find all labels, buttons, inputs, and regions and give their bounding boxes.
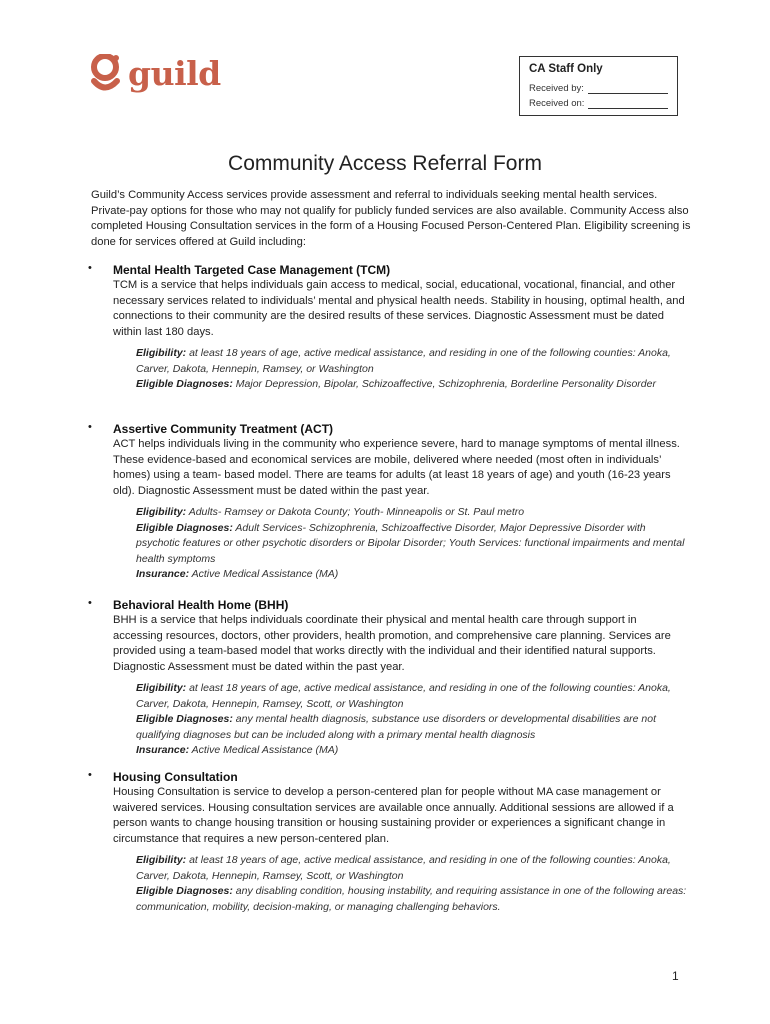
insurance-text: Active Medical Assistance (MA)	[191, 744, 339, 756]
diagnoses-text: any mental health diagnosis, substance use disorders or developmental disabilities are not qualifying diagnoses but can be included along with a primary mental health diagnosis	[136, 713, 657, 741]
eligibility-label: Eligibility:	[136, 682, 187, 694]
diagnoses-text: any disabling condition, housing instability, and requiring assistance in one of the following areas: communication, mobility, decision-making, or managing challenging behaviors.	[136, 885, 687, 913]
guild-logo	[89, 54, 221, 92]
eligibility-text: Adults- Ramsey or Dakota County; Youth- Minneapolis or St. Paul metro	[188, 506, 525, 518]
bullet: •	[88, 262, 92, 274]
eligibility-block	[136, 346, 688, 393]
section-description: TCM is a service that helps individuals gain access to medical, social, educational, vocational, financial, and other necessary services related to individuals’ mental and physical health needs. Stability in housing, optimal health, and connections to their community are the desired results of these services. Diagnostic Assessment must be dated within last 180 days.	[113, 279, 685, 338]
section-tcm	[88, 262, 688, 393]
received-on-field[interactable]	[588, 98, 668, 109]
section-description: Housing Consultation is service to develop a person-centered plan for people without MA case management or waivered services. Housing consultation services are available once annually. Additional sessions are allowed if a person wants to change housing transition or housing sustaining provider or experiences a significant change in circumstance that requires a new person-centered plan.	[113, 786, 674, 845]
received-on-row	[529, 94, 668, 109]
bullet: •	[88, 769, 92, 781]
section-housing-consultation	[88, 769, 688, 915]
section-heading: Assertive Community Treatment (ACT)	[113, 422, 334, 436]
eligibility-label: Eligibility:	[136, 347, 187, 359]
eligibility-label: Eligibility:	[136, 506, 187, 518]
diagnoses-label: Eligible Diagnoses:	[136, 885, 233, 897]
staff-only-box	[519, 56, 678, 116]
logo-text: guild	[128, 53, 221, 93]
section-act	[88, 421, 688, 583]
insurance-label: Insurance:	[136, 744, 190, 756]
eligibility-label: Eligibility:	[136, 854, 187, 866]
eligibility-text: at least 18 years of age, active medical assistance, and residing in one of the following counties: Anoka, Carver, Dakota, Hennepin, Ramsey, or Washington	[136, 347, 671, 375]
intro-paragraph: Guild’s Community Access services provide assessment and referral to individuals seeking mental health services. Private-pay options for those who may not qualify for publicly funded services are also available. Community Access also completed Housing Consultation services in the form of a Housing Focused Person-Centered Plan. Eligibility screening is done for services offered at Guild including:	[91, 189, 691, 248]
diagnoses-text: Major Depression, Bipolar, Schizoaffective, Schizophrenia, Borderline Personality Disorder	[235, 378, 656, 390]
eligibility-text: at least 18 years of age, active medical assistance, and residing in one of the following counties: Anoka, Carver, Dakota, Hennepin, Ramsey, Scott, or Washington	[136, 682, 671, 710]
section-description: ACT helps individuals living in the community who experience severe, hard to manage symptoms of mental illness. These evidence-based and economical services are mobile, delivered where needed (most often in individuals’ homes) using a team- based model. There are teams for adults (at least 18 years of age) and youth (16-23 years old). Diagnostic Assessment must be dated within the past year.	[113, 438, 680, 497]
eligibility-block	[136, 505, 688, 583]
section-heading: Housing Consultation	[113, 770, 238, 784]
diagnoses-label: Eligible Diagnoses:	[136, 713, 233, 725]
bullet: •	[88, 597, 92, 609]
received-by-row	[529, 79, 668, 94]
guild-logo-icon	[89, 54, 122, 92]
received-by-label: Received by:	[529, 83, 584, 94]
insurance-label: Insurance:	[136, 568, 190, 580]
section-bhh	[88, 597, 688, 759]
eligibility-block	[136, 853, 688, 915]
received-on-label: Received on:	[529, 98, 585, 109]
bullet: •	[88, 421, 92, 433]
received-by-field[interactable]	[588, 83, 668, 94]
page-title: Community Access Referral Form	[228, 152, 542, 175]
diagnoses-label: Eligible Diagnoses:	[136, 521, 233, 534]
section-heading: Behavioral Health Home (BHH)	[113, 598, 289, 612]
diagnoses-text: Adult Services- Schizophrenia, Schizoaffective Disorder, Major Depressive Disorder with psychotic features or other psychotic disorders or Bipolar Disorder; Youth Services: functional impairments and mental health symptoms	[136, 521, 685, 565]
diagnoses-label: Eligible Diagnoses:	[136, 378, 233, 390]
staff-box-title: CA Staff Only	[529, 63, 603, 75]
insurance-text: Active Medical Assistance (MA)	[191, 568, 339, 580]
section-description: BHH is a service that helps individuals coordinate their physical and mental health care through support in accessing resources, doctors, other providers, health promotion, and comprehensive care planning. Services are provided using a team-based model that works directly with the individual and their identified natural supports. Diagnostic Assessment must be dated within the past year.	[113, 614, 671, 673]
eligibility-text: at least 18 years of age, active medical assistance, and residing in one of the following counties: Anoka, Carver, Dakota, Hennepin, Ramsey, Scott, or Washington	[136, 854, 671, 882]
page-number: 1	[672, 969, 679, 983]
eligibility-block	[136, 681, 688, 759]
section-heading: Mental Health Targeted Case Management (TCM)	[113, 263, 391, 277]
